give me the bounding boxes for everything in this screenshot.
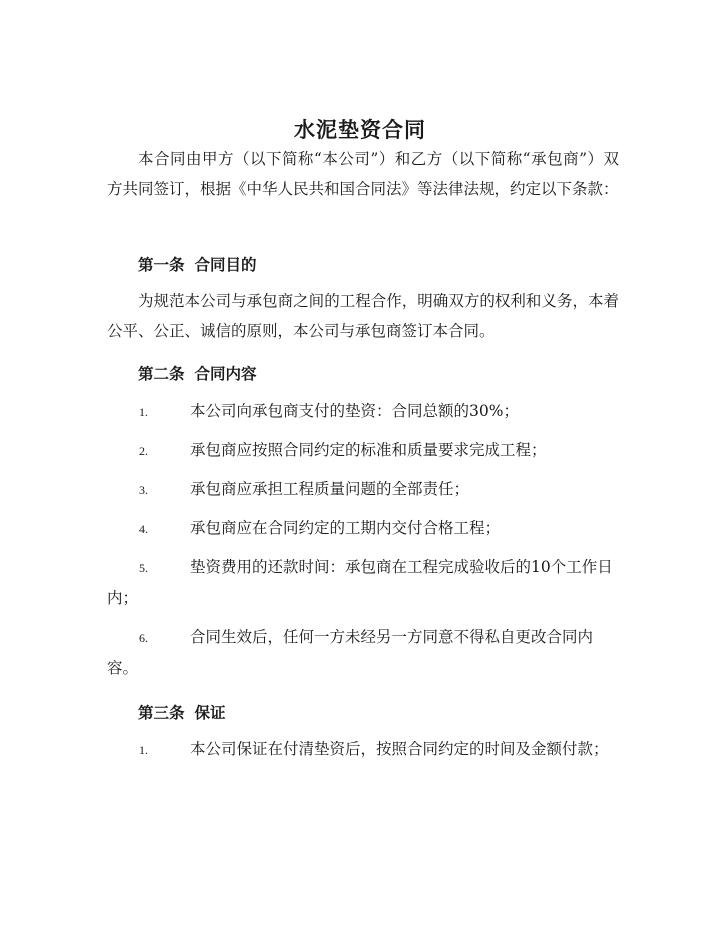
article-1-title: 合同目的 (194, 255, 257, 274)
list-item (107, 474, 619, 505)
article-3-title: 保证 (194, 703, 226, 722)
document-title: 水泥垫资合同 (294, 117, 426, 142)
list-item-number: 1. (139, 405, 148, 419)
article-3-heading (138, 701, 226, 723)
article-1-paragraph: 为规范本公司与承包商之间的工程合作，明确双方的权利和义务，本着公平、公正、诚信的原则，本公司与承包商签订本合同。 (107, 292, 619, 340)
list-item (107, 622, 619, 683)
list-item-number: 4. (139, 522, 148, 536)
list-item-text: 本公司向承包商支付的垫资：合同总额的30%； (190, 402, 519, 420)
article-2-title: 合同内容 (194, 364, 257, 383)
list-item-text: 垫资费用的还款时间：承包商在工程完成验收后的10个工作日内； (107, 558, 613, 607)
article-3-label: 第三条 (138, 703, 185, 722)
article-2-heading (138, 362, 257, 384)
list-item-number: 6. (139, 631, 148, 645)
list-item-text: 承包商应承担工程质量问题的全部责任； (190, 480, 470, 498)
list-item-text: 本公司保证在付清垫资后，按照合同约定的时间及金额付款； (190, 740, 609, 758)
article-1-label: 第一条 (138, 255, 185, 274)
list-item (107, 396, 619, 427)
list-item-number: 1. (139, 743, 148, 757)
article-2-label: 第二条 (138, 364, 185, 383)
list-item-text: 承包商应在合同约定的工期内交付合格工程； (190, 519, 501, 537)
list-item (107, 552, 619, 613)
list-item-text: 合同生效后，任何一方未经另一方同意不得私自更改合同内容。 (107, 628, 594, 677)
list-item (107, 734, 619, 765)
list-item-number: 2. (139, 444, 148, 458)
intro-paragraph: 本合同由甲方（以下简称“本公司”）和乙方（以下简称“承包商”）双方共同签订，根据《中华人民共和国合同法》等法律法规，约定以下条款： (107, 150, 619, 198)
list-item (107, 435, 619, 466)
list-item-number: 5. (139, 561, 148, 575)
list-item (107, 513, 619, 544)
list-item-number: 3. (139, 483, 148, 497)
article-1-heading (138, 253, 257, 275)
list-item-text: 承包商应按照合同约定的标准和质量要求完成工程； (190, 441, 547, 459)
